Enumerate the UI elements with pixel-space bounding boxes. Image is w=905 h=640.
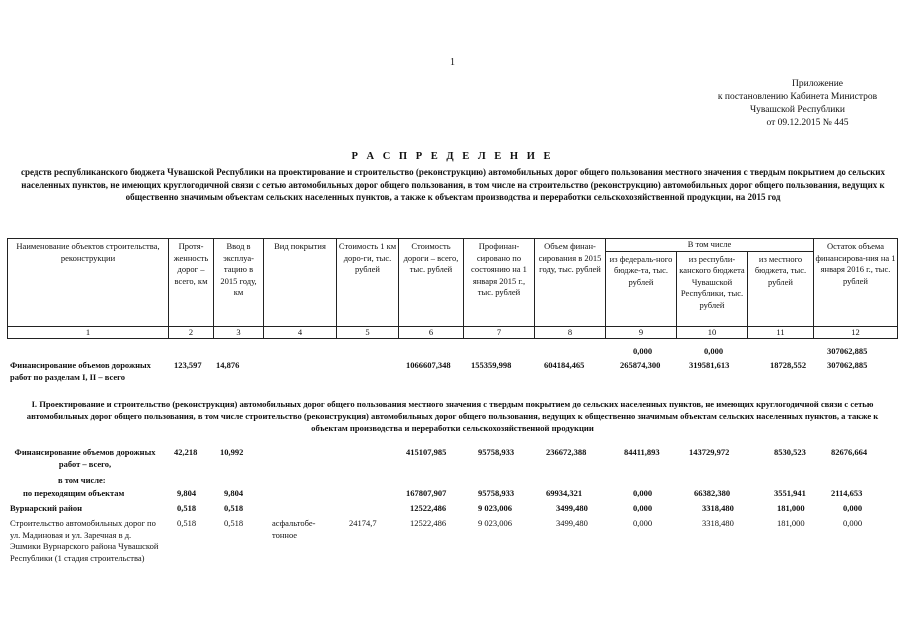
col-number: 2: [169, 326, 214, 338]
header-commission: Ввод в эксплуа-тацию в 2015 году, км: [214, 239, 264, 327]
district-remaining: 0,000: [843, 503, 863, 513]
total-local: 18728,552: [770, 360, 807, 370]
approval-line: Приложение: [792, 79, 843, 89]
section-total-financed: 95758,933: [478, 447, 515, 457]
district-local: 181,000: [777, 503, 805, 513]
col-number: 8: [535, 326, 606, 338]
district-name: Вурнарский район: [10, 503, 83, 513]
approval-block: [690, 78, 905, 130]
zero-remaining: 307062,885: [827, 346, 868, 356]
header-local: из местного бюджета, тыс. рублей: [748, 251, 814, 326]
total-row-name: Финансирование объемов дорожных работ по разделам I, II – всего: [10, 360, 151, 382]
including-label: в том числе:: [58, 475, 106, 485]
section-total-federal: 84411,893: [624, 447, 660, 457]
page-number: 1: [450, 57, 455, 68]
section-total-republic: 143729,972: [689, 447, 730, 457]
district-commission: 0,518: [224, 503, 244, 513]
object-cost-per-km: 24174,7: [349, 518, 377, 528]
total-cost: 1066607,348: [406, 360, 451, 370]
transitional-remaining: 2114,653: [831, 488, 863, 498]
transitional-federal: 0,000: [633, 488, 653, 498]
col-number: 9: [606, 326, 677, 338]
object-cost: 12522,486: [410, 518, 447, 528]
transitional-local: 3551,941: [774, 488, 806, 498]
district-cost: 12522,486: [410, 503, 447, 513]
section-total-local: 8530,523: [774, 447, 806, 457]
total-length: 123,597: [174, 360, 202, 370]
header-length: Протя-женность дорог – всего, км: [169, 239, 214, 327]
object-financed: 9 023,006: [478, 518, 512, 528]
col-number: 5: [337, 326, 399, 338]
total-commission: 14,876: [216, 360, 240, 370]
zero-federal: 0,000: [633, 346, 653, 356]
object-commission: 0,518: [224, 518, 244, 528]
transitional-financed: 95758,933: [478, 488, 515, 498]
object-local: 181,000: [777, 518, 805, 528]
district-volume: 3499,480: [556, 503, 588, 513]
col-number: 1: [8, 326, 169, 338]
header-cost-per-km: Стоимость 1 км доро-ги, тыс. рублей: [337, 239, 399, 327]
object-volume: 3499,480: [556, 518, 588, 528]
object-name: Строительство автомобильных дорог по ул. Мадиновая и ул. Заречная в д. Эшмики Вурнарского района Чувашской Республики (1 стадия строительства): [10, 518, 159, 563]
district-length: 0,518: [177, 503, 197, 513]
col-number: 10: [677, 326, 748, 338]
section-heading: I. Проектирование и строительство (реконструкция) автомобильных дорог общего пользования местного значения с твердым покрытием до сельских населенных пунктов, не имеющих круглогодичной связи с сетью автомобильных дорог общего пользования, в том числе строительство (реконструкция) автомобильных дорог общего пользования, ведущих к общественно значимым объектам сельских населенных пунктов, а также к объектам производства и переработки сельскохозяйственной продукции: [26, 399, 879, 433]
col-number: 4: [264, 326, 337, 338]
total-volume: 604184,465: [544, 360, 585, 370]
district-federal: 0,000: [633, 503, 653, 513]
district-republic: 3318,480: [702, 503, 734, 513]
col-number: 3: [214, 326, 264, 338]
header-table: [7, 238, 898, 339]
col-number: 11: [748, 326, 814, 338]
header-name: Наименование объектов строительства, реконструкции: [8, 239, 169, 327]
object-republic: 3318,480: [702, 518, 734, 528]
transitional-name: по переходящим объектам: [23, 488, 125, 498]
transitional-commission: 9,804: [224, 488, 244, 498]
section-total-name: Финансирование объемов дорожных работ – всего,: [14, 447, 156, 469]
col-number: 12: [814, 326, 898, 338]
object-surface: асфальтобе-тонное: [272, 518, 316, 540]
section-total-cost: 415107,985: [406, 447, 447, 457]
section-total-remaining: 82676,664: [831, 447, 868, 457]
header-financed: Профинан-сировано по состоянию на 1 января 2015 г., тыс. рублей: [464, 239, 535, 327]
header-remaining: Остаток объема финансирова-ния на 1 января 2016 г., тыс. рублей: [814, 239, 898, 327]
district-financed: 9 023,006: [478, 503, 512, 513]
transitional-length: 9,804: [177, 488, 197, 498]
col-number: 7: [464, 326, 535, 338]
total-financed: 155359,998: [471, 360, 512, 370]
section-total-commission: 10,992: [220, 447, 244, 457]
transitional-cost: 167807,907: [406, 488, 447, 498]
header-federal: из федераль-ного бюдже-та, тыс. рублей: [606, 251, 677, 326]
approval-line: к постановлению Кабинета Министров: [717, 92, 878, 102]
approval-date: от 09.12.2015 № 445: [766, 118, 849, 128]
section-total-length: 42,218: [174, 447, 198, 457]
document-subtitle: средств республиканского бюджета Чувашской Республики на проектирование и строительство (реконструкцию) автомобильных дорог общего пользования местного значения с твердым покрытием до сельских населенных пунктов, не имеющих круглогодичной связи с сетью автомобильных дорог общего пользования, в том числе на строительство (реконструкцию) автомобильных дорог общего пользования, ведущих к общественно значимым объектам сельских населенных пунктов, а также к объектам производства и переработки сельскохозяйственной продукции, на 2015 год: [21, 167, 885, 202]
header-republic: из республи-канского бюджета Чувашской Республики, тыс. рублей: [677, 251, 748, 326]
object-federal: 0,000: [633, 518, 653, 528]
header-group: В том числе: [606, 239, 814, 252]
object-length: 0,518: [177, 518, 197, 528]
transitional-volume: 69934,321: [546, 488, 583, 498]
document-title: Р А С П Р Е Д Е Л Е Н И Е: [351, 151, 554, 162]
header-surface: Вид покрытия: [264, 239, 337, 327]
total-remaining: 307062,885: [827, 360, 868, 370]
transitional-republic: 66382,380: [694, 488, 731, 498]
total-federal: 265874,300: [620, 360, 661, 370]
object-remaining: 0,000: [843, 518, 863, 528]
approval-line: Чувашской Республики: [749, 105, 846, 115]
header-total-cost: Стоимость дороги – всего, тыс. рублей: [399, 239, 464, 327]
total-republic: 319581,613: [689, 360, 730, 370]
zero-republic: 0,000: [704, 346, 724, 356]
section-total-volume: 236672,388: [546, 447, 587, 457]
col-number: 6: [399, 326, 464, 338]
header-volume-2015: Объем финан-сирования в 2015 году, тыс. рублей: [535, 239, 606, 327]
